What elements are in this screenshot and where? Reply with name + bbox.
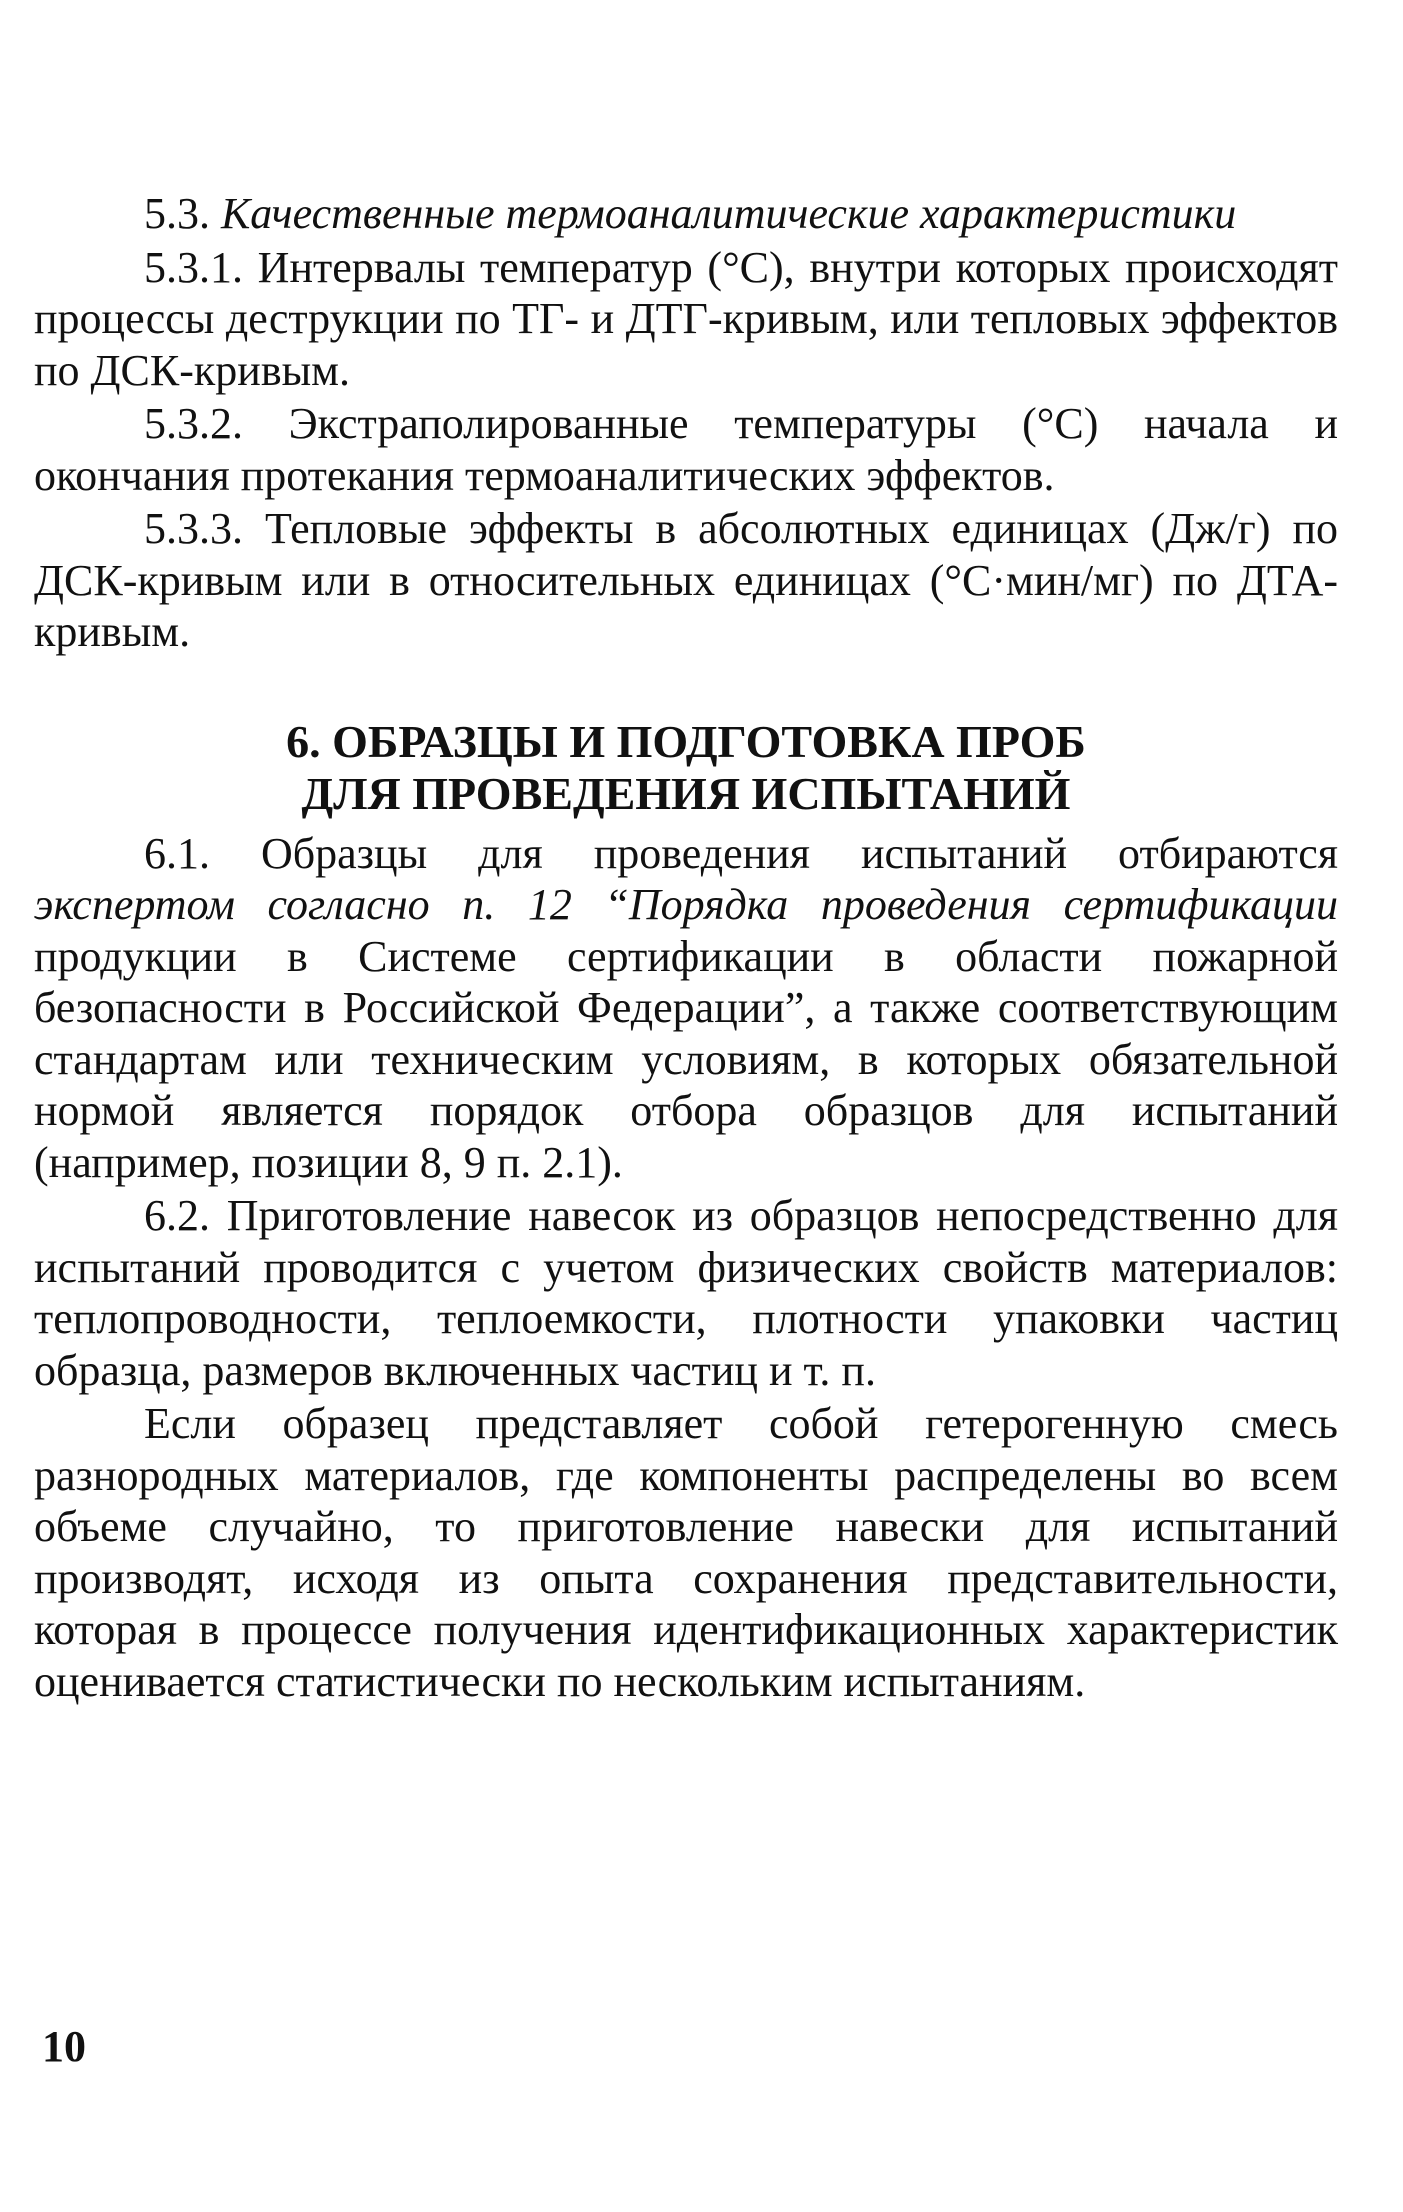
section-heading: Качественные термоаналитические характеристики xyxy=(221,189,1237,238)
paragraph-text: продукции в Системе сертификации в области пожарной безопасности в Российской Федерации”, а также соответствующим стандартам или техническим условиям, в которых обязательной нормой является порядок отбора образцов для испытаний (например, позиции 8, 9 п. 2.1). xyxy=(34,931,1338,1187)
paragraph-5-3-3 xyxy=(34,503,1338,658)
paragraph-5-3-1 xyxy=(34,242,1338,397)
paragraph-text-italic: экспертом согласно п. 12 “Порядка проведения сертификации xyxy=(34,880,1338,929)
page-number: 10 xyxy=(42,2022,86,2071)
section-6-title-line-2: ДЛЯ ПРОВЕДЕНИЯ ИСПЫТАНИЙ xyxy=(301,767,1071,819)
paragraph-text: Экстраполированные температуры (°С) начала и окончания протекания термоаналитических эффектов. xyxy=(34,399,1338,500)
section-number: 6.1. xyxy=(144,828,210,878)
paragraph-heterogeneous-sample xyxy=(34,1398,1338,1707)
paragraph-text: Приготовление навесок из образцов непосредственно для испытаний проводится с учетом физических свойств материалов: теплопроводности, теплоемкости, плотности упаковки частиц образца, размеров включенных частиц и т. п. xyxy=(34,1191,1339,1395)
paragraph-5-3-2 xyxy=(34,398,1338,501)
document-page xyxy=(34,188,1338,1707)
section-number: 5.3.3. xyxy=(144,504,243,553)
section-6-title xyxy=(34,716,1338,820)
section-6-title-line-1: 6. ОБРАЗЦЫ И ПОДГОТОВКА ПРОБ xyxy=(286,715,1086,767)
paragraph-6-2 xyxy=(34,1190,1338,1396)
paragraph-text: Тепловые эффекты в абсолютных единицах (Дж/г) по ДСК-кривым или в относительных единицах (°С·мин/мг) по ДТА-кривым. xyxy=(34,504,1338,656)
section-number: 5.3. xyxy=(144,189,210,238)
paragraph-text: Если образец представляет собой гетерогенную смесь разнородных материалов, где компоненты распределены во всем объеме случайно, то приготовление навески для испытаний производят, исходя из опыта сохранения представительности, которая в процессе получения идентификационных характеристик оценивается статистически по нескольким испытаниям. xyxy=(34,1399,1338,1706)
section-number: 6.2. xyxy=(144,1191,210,1240)
section-number: 5.3.1. xyxy=(144,242,243,292)
paragraph-6-1 xyxy=(34,828,1338,1189)
paragraph-text: Образцы для проведения испытаний отбираются xyxy=(260,828,1338,878)
paragraph-text: Интервалы температур (°С), внутри которых происходят процессы деструкции по ТГ- и ДТГ-кривым, или тепловых эффектов по ДСК-кривым. xyxy=(34,242,1339,395)
section-number: 5.3.2. xyxy=(144,399,243,448)
paragraph-5-3 xyxy=(34,188,1338,240)
